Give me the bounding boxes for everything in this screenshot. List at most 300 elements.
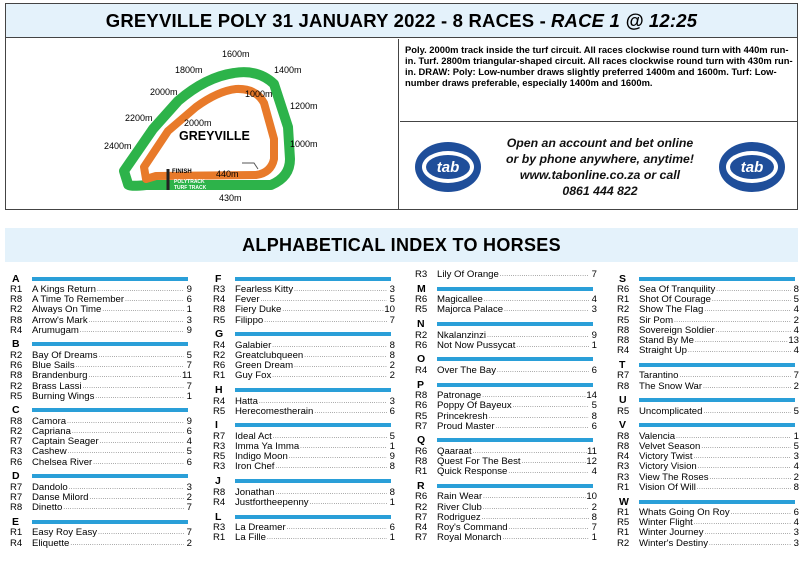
horse-name: Dinetto xyxy=(32,502,63,514)
saddlecloth-number: 6 xyxy=(389,405,395,417)
race-number: R7 xyxy=(10,481,23,493)
leader-dots xyxy=(274,462,387,472)
horse-name: Whats Going On Roy xyxy=(639,507,730,518)
race-number: R5 xyxy=(415,304,428,316)
race-number: R4 xyxy=(10,324,23,336)
horse-entry xyxy=(617,539,799,549)
race-number: R2 xyxy=(213,349,226,361)
horse-name: Sea Of Tranquility xyxy=(639,284,716,295)
tab-logo-icon xyxy=(718,141,786,193)
saddlecloth-number: 4 xyxy=(793,304,799,316)
polytrack-label: POLYTRACK xyxy=(174,179,205,185)
saddlecloth-number: 4 xyxy=(793,461,799,473)
letter-divider xyxy=(235,388,391,392)
leader-dots xyxy=(482,492,586,502)
horse-name: Blue Sails xyxy=(32,360,75,372)
letter: M xyxy=(417,282,426,295)
race-number: R3 xyxy=(213,441,226,453)
letter-heading xyxy=(213,419,395,432)
horse-name: Lily Of Orange xyxy=(437,269,499,280)
letter-divider xyxy=(639,500,795,504)
horse-name: Rodriguez xyxy=(437,511,481,523)
letter: W xyxy=(619,495,629,508)
leader-dots xyxy=(502,533,589,543)
horse-name: View The Roses xyxy=(639,471,709,483)
race-number: R2 xyxy=(10,304,23,316)
horse-name: Iron Chef xyxy=(235,461,275,473)
saddlecloth-number: 8 xyxy=(389,461,395,473)
saddlecloth-number: 2 xyxy=(389,360,395,372)
horse-entry xyxy=(415,467,597,477)
letter-heading xyxy=(213,475,395,488)
race-number: R3 xyxy=(617,471,630,483)
race-number: R3 xyxy=(617,461,630,473)
leader-dots xyxy=(101,305,184,315)
horse-name: Princekresh xyxy=(437,410,488,422)
letter-heading xyxy=(415,353,597,366)
saddlecloth-number: 8 xyxy=(389,486,395,498)
saddlecloth-number: 1 xyxy=(591,339,597,351)
saddlecloth-number: 1 xyxy=(186,390,192,402)
leader-dots xyxy=(693,518,791,528)
leader-dots xyxy=(730,508,791,518)
horse-name: Rain Wear xyxy=(437,491,483,503)
leader-dots xyxy=(499,270,589,280)
race-number: R8 xyxy=(617,324,630,336)
race-number: R5 xyxy=(213,314,226,326)
letter-heading xyxy=(415,434,597,447)
letter: L xyxy=(215,510,222,523)
horse-name: Uncomplicated xyxy=(639,405,703,417)
leader-dots xyxy=(97,528,184,538)
advert-phone: 0861 444 822 xyxy=(562,183,638,198)
saddlecloth-number: 10 xyxy=(586,491,597,503)
leader-dots xyxy=(708,539,791,549)
saddlecloth-number: 9 xyxy=(186,324,192,336)
letter: O xyxy=(417,353,426,366)
race-number: R2 xyxy=(10,426,23,438)
letter-divider xyxy=(437,357,593,361)
leader-dots xyxy=(82,382,184,392)
horse-entry xyxy=(617,346,799,356)
race-number: R7 xyxy=(415,420,428,432)
horse-name: Capriana xyxy=(32,426,71,438)
letter-divider xyxy=(437,322,593,326)
turf-track-label: TURF TRACK xyxy=(174,185,207,191)
horse-name: A Time To Remember xyxy=(32,294,125,306)
horse-name: Show The Flag xyxy=(639,304,704,316)
leader-dots xyxy=(709,473,791,483)
saddlecloth-number: 6 xyxy=(389,522,395,533)
svg-text:tab: tab xyxy=(740,158,764,176)
leader-dots xyxy=(98,351,184,361)
horse-name: Dandolo xyxy=(32,481,68,493)
advert-text xyxy=(506,135,694,199)
horse-name: Qaaraat xyxy=(437,445,472,457)
letter: A xyxy=(12,272,20,285)
letter-divider xyxy=(32,408,188,412)
leader-dots xyxy=(87,371,182,381)
index-title: ALPHABETICAL INDEX TO HORSES xyxy=(5,228,798,262)
leader-dots xyxy=(79,326,184,336)
letter-heading xyxy=(213,328,395,341)
leader-dots xyxy=(694,336,788,346)
leader-dots xyxy=(66,417,184,427)
horse-name: Camora xyxy=(32,415,67,427)
race-number: R4 xyxy=(617,451,630,463)
horse-entry xyxy=(213,498,395,508)
letter-heading xyxy=(213,384,395,397)
horse-name: Always On Time xyxy=(32,304,102,316)
letter: Q xyxy=(417,434,426,447)
letter-divider xyxy=(32,342,188,346)
horse-name: Brandenburg xyxy=(32,370,88,382)
letter-divider xyxy=(639,398,795,402)
horse-name: Victory Twist xyxy=(639,451,693,463)
leader-dots xyxy=(62,503,184,513)
letter: S xyxy=(619,272,627,285)
horse-entry xyxy=(10,458,192,468)
advert-line: or by phone anywhere, anytime! xyxy=(506,151,694,166)
horse-entry xyxy=(213,371,395,381)
horse-entry xyxy=(617,483,799,493)
race-number: R7 xyxy=(213,430,226,442)
saddlecloth-number: 5 xyxy=(389,294,395,306)
leader-dots xyxy=(512,401,589,411)
race-number: R8 xyxy=(617,334,630,346)
saddlecloth-number: 7 xyxy=(186,527,192,539)
saddlecloth-number: 7 xyxy=(389,314,395,326)
leader-dots xyxy=(299,442,387,452)
saddlecloth-number: 2 xyxy=(186,537,192,549)
horse-name: Winter Journey xyxy=(639,527,704,539)
saddlecloth-number: 7 xyxy=(793,370,799,382)
letter-heading xyxy=(10,470,192,483)
race-number: R8 xyxy=(617,380,630,392)
saddlecloth-number: 3 xyxy=(793,537,799,549)
letter: P xyxy=(417,378,425,391)
horse-name: Danse Milord xyxy=(32,492,89,503)
letter-divider xyxy=(639,363,795,367)
saddlecloth-number: 1 xyxy=(591,532,597,544)
leader-dots xyxy=(703,305,791,315)
track-map xyxy=(6,39,399,210)
race-number: R1 xyxy=(213,370,226,382)
race-number: R5 xyxy=(617,405,630,417)
race-number: R8 xyxy=(213,486,226,498)
race-number: R3 xyxy=(10,446,23,458)
saddlecloth-number: 14 xyxy=(586,390,597,402)
race-time: RACE 1 @ 12:25 xyxy=(550,9,698,31)
saddlecloth-number: 6 xyxy=(591,364,597,376)
leader-dots xyxy=(507,467,589,477)
leader-dots xyxy=(293,361,387,371)
horse-name: La Fille xyxy=(235,532,266,544)
leader-dots xyxy=(503,305,589,315)
saddlecloth-number: 3 xyxy=(591,304,597,316)
race-number: R5 xyxy=(617,314,630,326)
letter-divider xyxy=(235,515,391,519)
saddlecloth-number: 6 xyxy=(793,507,799,518)
leader-dots xyxy=(700,442,791,452)
letter: U xyxy=(619,394,627,407)
horse-name: Shot Of Courage xyxy=(639,294,711,306)
horse-name: Quest For The Best xyxy=(437,456,521,468)
advert-line: Open an account and bet online xyxy=(506,135,694,150)
race-number: R1 xyxy=(617,507,630,518)
letter-heading xyxy=(10,338,192,351)
saddlecloth-number: 4 xyxy=(591,294,597,306)
race-number: R6 xyxy=(415,339,428,351)
horse-name: Majorca Palace xyxy=(437,304,504,316)
leader-dots xyxy=(94,392,184,402)
leader-dots xyxy=(482,503,589,513)
race-number: R8 xyxy=(10,370,23,382)
horse-name: Bay Of Dreams xyxy=(32,349,98,361)
saddlecloth-number: 6 xyxy=(186,426,192,438)
saddlecloth-number: 7 xyxy=(186,360,192,372)
leader-dots xyxy=(293,285,387,295)
horse-entry xyxy=(10,539,192,549)
race-number: R6 xyxy=(415,445,428,457)
horse-name: The Snow War xyxy=(639,380,703,392)
race-number: R5 xyxy=(213,451,226,463)
horse-name: Filippo xyxy=(235,314,264,326)
index-column xyxy=(617,270,799,549)
leader-dots xyxy=(89,493,184,503)
letter-divider xyxy=(639,423,795,427)
race-number: R6 xyxy=(415,491,428,503)
leader-dots xyxy=(515,341,589,351)
race-number: R2 xyxy=(415,329,428,341)
saddlecloth-number: 3 xyxy=(186,314,192,326)
saddlecloth-number: 8 xyxy=(389,339,395,351)
letter: T xyxy=(619,358,626,371)
horse-name: Winter Flight xyxy=(639,517,693,529)
saddlecloth-number: 13 xyxy=(788,334,799,346)
horse-name: Indigo Moon xyxy=(235,451,288,463)
race-number: R7 xyxy=(415,532,428,544)
horse-name: Roy's Command xyxy=(437,522,508,533)
leader-dots xyxy=(88,316,184,326)
leader-dots xyxy=(693,452,792,462)
race-number: R4 xyxy=(415,364,428,376)
distance-label: 430m xyxy=(219,193,242,203)
saddlecloth-number: 4 xyxy=(793,517,799,529)
race-number: R4 xyxy=(213,294,226,306)
letter: H xyxy=(215,384,223,396)
track-description: Poly. 2000m track inside the turf circuit. All races clockwise round turn with 440m run-in. Turf. 2800m triangular-shaped circuit. All races clockwise round turn with 430m run-in. DRAW: Poly: Low-number draws slightly preferred 1400m and 1600m. Turf: Low-number draws preferable, especially 1400m and 1600m. xyxy=(400,39,798,122)
letter-divider xyxy=(235,479,391,483)
leader-dots xyxy=(678,371,791,381)
letter: V xyxy=(619,419,627,432)
saddlecloth-number: 5 xyxy=(186,349,192,361)
race-number: R4 xyxy=(415,522,428,533)
horse-name: A Kings Return xyxy=(32,284,96,295)
race-header-panel xyxy=(5,3,798,210)
horse-name: Royal Monarch xyxy=(437,532,502,544)
race-number: R1 xyxy=(617,481,630,493)
saddlecloth-number: 3 xyxy=(186,481,192,493)
meeting-title: GREYVILLE POLY 31 JANUARY 2022 - 8 RACES - xyxy=(105,9,546,31)
saddlecloth-number: 2 xyxy=(793,471,799,483)
race-number: R1 xyxy=(617,527,630,539)
saddlecloth-number: 3 xyxy=(389,284,395,295)
saddlecloth-number: 7 xyxy=(591,269,597,280)
horse-name: Straight Up xyxy=(639,345,687,357)
saddlecloth-number: 7 xyxy=(186,380,192,392)
race-number: R7 xyxy=(415,511,428,523)
horse-name: Victory Vision xyxy=(639,461,697,473)
race-number: R8 xyxy=(617,430,630,442)
saddlecloth-number: 3 xyxy=(389,395,395,407)
horse-name: Green Dream xyxy=(235,360,294,372)
course-name: GREYVILLE xyxy=(179,129,250,143)
race-number: R2 xyxy=(10,349,23,361)
horse-name: Tarantino xyxy=(639,370,679,382)
saddlecloth-number: 1 xyxy=(389,496,395,508)
horse-entry xyxy=(415,366,597,376)
letter: R xyxy=(417,479,425,492)
leader-dots xyxy=(488,412,589,422)
race-number: R5 xyxy=(415,410,428,422)
leader-dots xyxy=(303,351,387,361)
saddlecloth-number: 9 xyxy=(389,451,395,463)
tab-advert[interactable] xyxy=(400,123,798,210)
horse-entry xyxy=(415,422,597,432)
horse-name: La Dreamer xyxy=(235,522,286,533)
letter: J xyxy=(215,475,221,488)
horse-entry xyxy=(213,462,395,472)
race-number: R5 xyxy=(10,390,23,402)
horse-name: Valencia xyxy=(639,430,676,442)
horse-entry xyxy=(617,407,799,417)
saddlecloth-number: 1 xyxy=(389,532,395,544)
horse-name: Hatta xyxy=(235,395,258,407)
distance-label: 440m xyxy=(216,169,239,179)
saddlecloth-number: 9 xyxy=(186,415,192,427)
leader-dots xyxy=(99,437,184,447)
horse-entry xyxy=(617,371,799,381)
horse-name: Fiery Duke xyxy=(235,304,282,316)
horse-name: Magicallee xyxy=(437,294,483,306)
letter-divider xyxy=(437,383,593,387)
horse-name: Eliquette xyxy=(32,537,70,549)
race-number: R8 xyxy=(617,441,630,453)
race-number: R4 xyxy=(213,496,226,508)
horse-name: Sir Pom xyxy=(639,314,674,326)
race-title xyxy=(6,4,797,38)
horse-entry xyxy=(415,270,597,280)
leader-dots xyxy=(715,285,791,295)
horse-name: Brass Lassi xyxy=(32,380,82,392)
letter: F xyxy=(215,272,222,285)
horse-entry xyxy=(415,341,597,351)
race-number: R1 xyxy=(10,284,23,295)
distance-label: 2000m xyxy=(184,118,212,128)
saddlecloth-number: 4 xyxy=(591,466,597,478)
horse-name: Herecomestherain xyxy=(235,405,314,417)
distance-label: 2400m xyxy=(104,141,132,151)
horse-name: Quick Response xyxy=(437,466,508,478)
saddlecloth-number: 5 xyxy=(793,405,799,417)
saddlecloth-number: 7 xyxy=(186,502,192,514)
letter-divider xyxy=(32,520,188,524)
letter: I xyxy=(215,419,218,432)
horse-entry xyxy=(415,533,597,543)
letter-heading xyxy=(617,394,799,407)
race-number: R8 xyxy=(10,502,23,514)
letter-divider xyxy=(437,484,593,488)
saddlecloth-number: 6 xyxy=(591,420,597,432)
saddlecloth-number: 1 xyxy=(389,441,395,453)
saddlecloth-number: 11 xyxy=(587,445,597,457)
letter-divider xyxy=(235,423,391,427)
horse-entry xyxy=(415,401,597,411)
horse-name: Imma Ya Imma xyxy=(235,441,300,453)
saddlecloth-number: 8 xyxy=(591,410,597,422)
race-number: R2 xyxy=(617,304,630,316)
horse-name: Cashew xyxy=(32,446,67,458)
saddlecloth-number: 2 xyxy=(389,370,395,382)
leader-dots xyxy=(263,316,387,326)
race-number: R6 xyxy=(415,294,428,306)
race-number: R8 xyxy=(10,415,23,427)
saddlecloth-number: 2 xyxy=(793,314,799,326)
leader-dots xyxy=(711,295,791,305)
leader-dots xyxy=(271,371,387,381)
horse-name: Fever xyxy=(235,294,260,306)
race-number: R2 xyxy=(10,380,23,392)
letter-heading xyxy=(617,419,799,432)
horse-entry xyxy=(10,503,192,513)
saddlecloth-number: 5 xyxy=(389,430,395,442)
letter-divider xyxy=(437,287,593,291)
horse-name: Velvet Season xyxy=(639,441,701,453)
letter-divider xyxy=(437,438,593,442)
leader-dots xyxy=(281,305,384,315)
horse-name: Captain Seager xyxy=(32,436,99,448)
index-column xyxy=(10,270,192,549)
horse-name: Stand By Me xyxy=(639,334,694,346)
saddlecloth-number: 8 xyxy=(793,481,799,493)
distance-label: 2200m xyxy=(125,113,153,123)
horse-name: Burning Wings xyxy=(32,390,95,402)
saddlecloth-number: 2 xyxy=(793,380,799,392)
horse-entry xyxy=(415,305,597,315)
leader-dots xyxy=(313,407,387,417)
leader-dots xyxy=(702,382,791,392)
race-number: R5 xyxy=(213,405,226,417)
distance-label: 1600m xyxy=(222,49,250,59)
tab-logo-icon xyxy=(414,141,482,193)
horse-name: Chelsea River xyxy=(32,456,93,468)
leader-dots xyxy=(266,533,387,543)
horse-name: Arrow's Mark xyxy=(32,314,88,326)
horse-name: Fearless Kitty xyxy=(235,284,294,295)
saddlecloth-number: 5 xyxy=(591,400,597,412)
race-number: R8 xyxy=(415,456,428,468)
leader-dots xyxy=(496,366,589,376)
leader-dots xyxy=(696,483,791,493)
leader-dots xyxy=(508,523,589,533)
distance-label: 1800m xyxy=(175,65,203,75)
race-number: R4 xyxy=(213,395,226,407)
leader-dots xyxy=(521,457,587,467)
race-number: R8 xyxy=(10,294,23,306)
saddlecloth-number: 8 xyxy=(389,349,395,361)
leader-dots xyxy=(92,458,184,468)
